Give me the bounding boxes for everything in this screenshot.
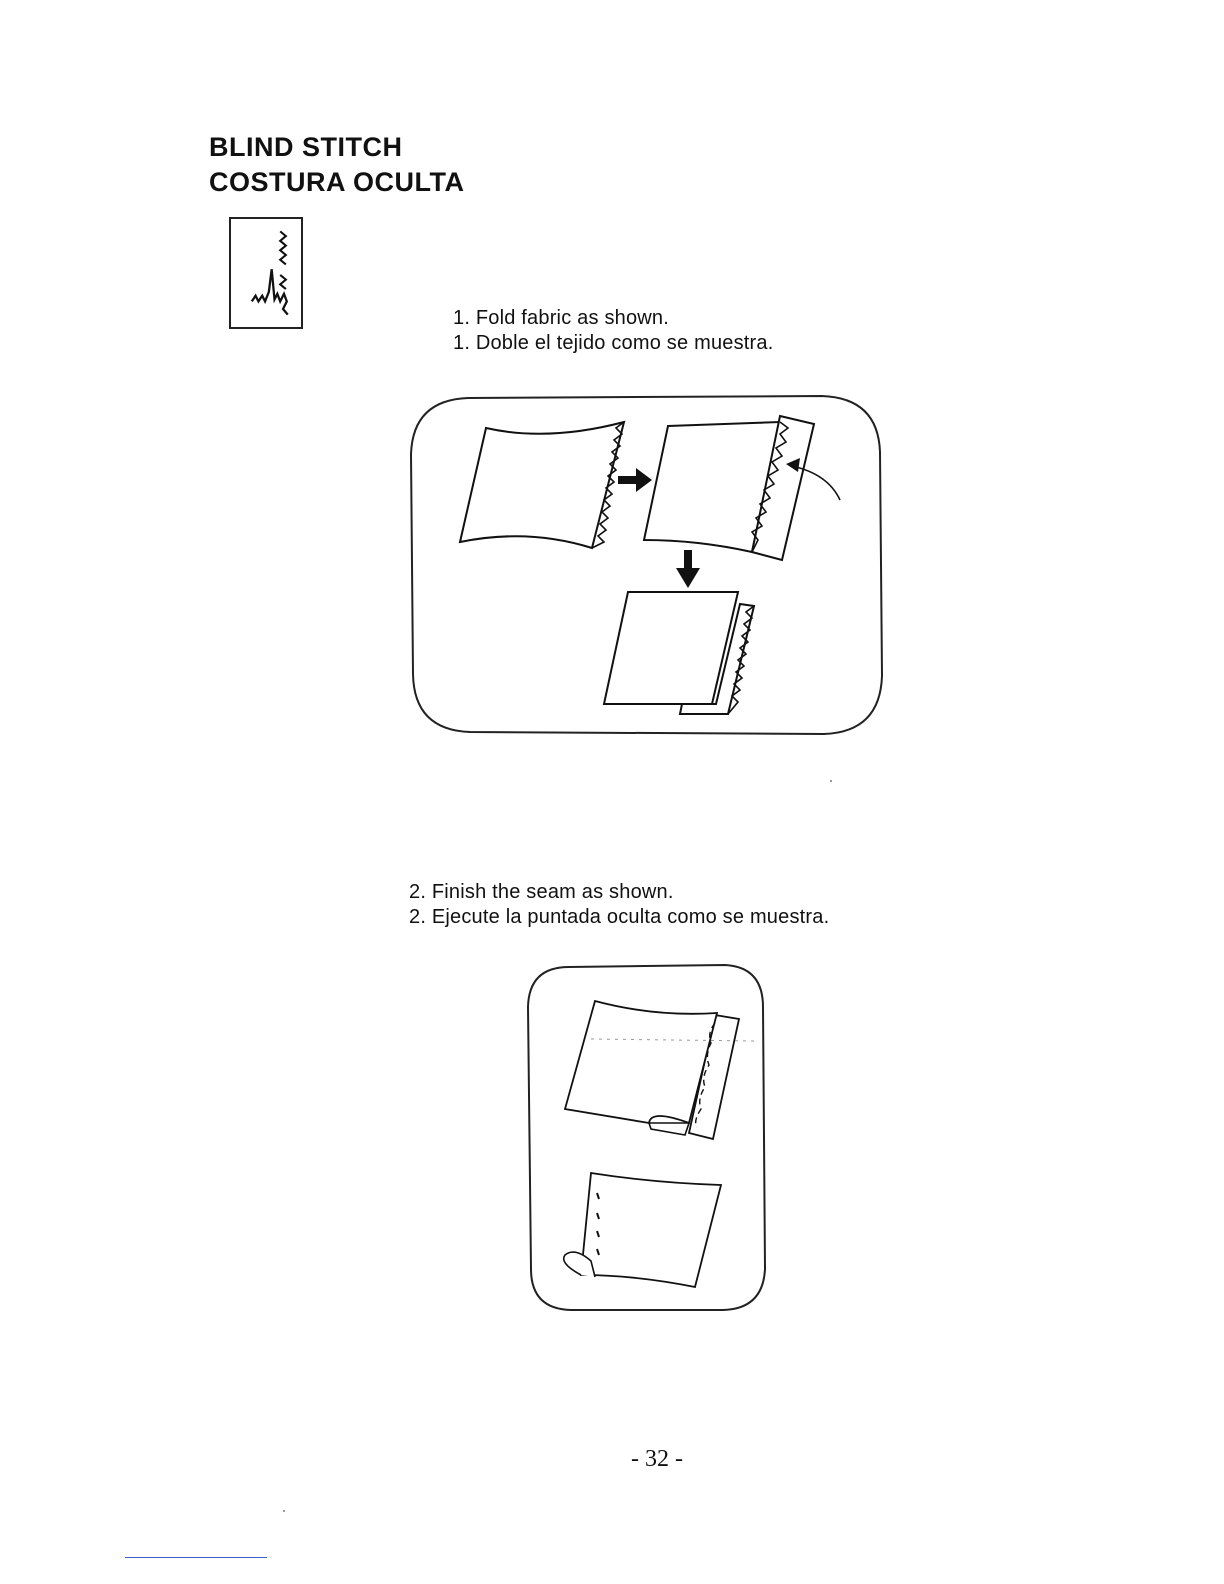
title-english: BLIND STITCH	[209, 132, 403, 162]
title-spanish: COSTURA OCULTA	[209, 167, 465, 197]
step-1-english: 1. Fold fabric as shown.	[453, 307, 670, 329]
scan-speck	[283, 1510, 285, 1512]
blind-stitch-seam-illustration	[525, 963, 769, 1313]
bottom-rule	[125, 1557, 267, 1558]
step-1-spanish: 1. Doble el tejido como se muestra.	[453, 332, 774, 354]
step-2-spanish: 2. Ejecute la puntada oculta como se muestra.	[409, 906, 830, 928]
blind-stitch-pattern-icon	[229, 217, 303, 329]
scan-speck	[830, 780, 832, 782]
fabric-fold-illustration	[408, 392, 884, 738]
step-2-english: 2. Finish the seam as shown.	[409, 881, 674, 903]
page-number: - 32 -	[631, 1446, 683, 1472]
